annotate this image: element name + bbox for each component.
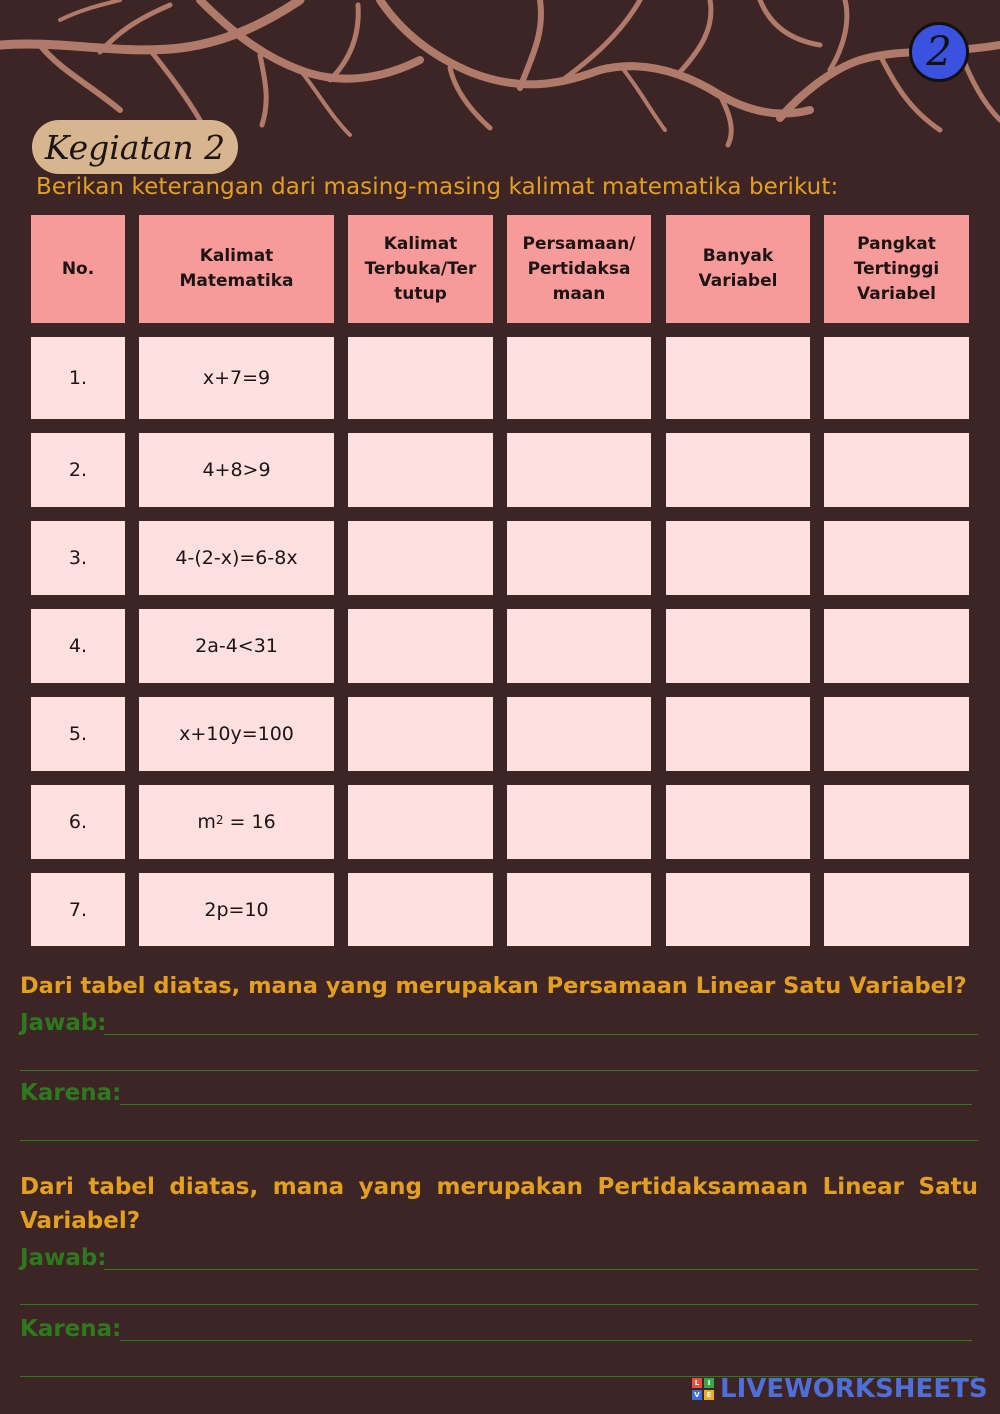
watermark-text: LIVEWORKSHEETS bbox=[720, 1374, 988, 1404]
answer-cell-terbuka[interactable] bbox=[348, 433, 493, 507]
answer-cell-terbuka[interactable] bbox=[348, 785, 493, 859]
row-number: 2. bbox=[31, 433, 125, 507]
logo-letter: I bbox=[704, 1378, 714, 1388]
row-expression: 2a-4<31 bbox=[139, 609, 334, 683]
row-number: 6. bbox=[31, 785, 125, 859]
question-2: Dari tabel diatas, mana yang merupakan Pertidaksamaan Linear Satu Variabel? bbox=[20, 1174, 978, 1234]
karena-label: Karena: bbox=[20, 1080, 122, 1106]
logo-letter: L bbox=[692, 1378, 702, 1388]
logo-letter: E bbox=[704, 1390, 714, 1400]
row-number: 7. bbox=[31, 873, 125, 946]
liveworksheets-logo-icon bbox=[692, 1378, 714, 1400]
row-expression: x+10y=100 bbox=[139, 697, 334, 771]
header-terbuka-tertutup: Kalimat Terbuka/Ter tutup bbox=[348, 215, 493, 323]
answer-cell-persamaan[interactable] bbox=[507, 873, 651, 946]
answer-cell-banyak-variabel[interactable] bbox=[666, 433, 810, 507]
answer-cell-pangkat[interactable] bbox=[824, 609, 969, 683]
answer-cell-pangkat[interactable] bbox=[824, 521, 969, 595]
instruction-text: Berikan keterangan dari masing-masing kalimat matematika berikut: bbox=[36, 174, 839, 200]
answer-cell-terbuka[interactable] bbox=[348, 337, 493, 419]
answer-line[interactable] bbox=[20, 1304, 978, 1305]
answer-cell-pangkat[interactable] bbox=[824, 873, 969, 946]
header-persamaan: Persamaan/ Pertidaksa maan bbox=[507, 215, 651, 323]
row-number: 1. bbox=[31, 337, 125, 419]
answer-cell-persamaan[interactable] bbox=[507, 433, 651, 507]
row-expression: 4-(2-x)=6-8x bbox=[139, 521, 334, 595]
activity-title: Kegiatan 2 bbox=[32, 120, 238, 174]
answer-cell-terbuka[interactable] bbox=[348, 697, 493, 771]
jawab-label: Jawab: bbox=[20, 1245, 107, 1271]
answer-cell-banyak-variabel[interactable] bbox=[666, 785, 810, 859]
row-expression bbox=[139, 785, 334, 859]
row-number: 4. bbox=[31, 609, 125, 683]
row-number: 3. bbox=[31, 521, 125, 595]
answer-cell-persamaan[interactable] bbox=[507, 609, 651, 683]
row-expression: 2p=10 bbox=[139, 873, 334, 946]
jawab-label: Jawab: bbox=[20, 1010, 107, 1036]
expression-base: m bbox=[197, 811, 216, 833]
answer-cell-banyak-variabel[interactable] bbox=[666, 697, 810, 771]
answer-cell-pangkat[interactable] bbox=[824, 433, 969, 507]
answer-cell-persamaan[interactable] bbox=[507, 337, 651, 419]
answer-cell-persamaan[interactable] bbox=[507, 697, 651, 771]
answer-line-karena[interactable] bbox=[120, 1340, 972, 1341]
answer-cell-pangkat[interactable] bbox=[824, 337, 969, 419]
row-expression: 4+8>9 bbox=[139, 433, 334, 507]
answer-cell-terbuka[interactable] bbox=[348, 521, 493, 595]
header-banyak-variabel: Banyak Variabel bbox=[666, 215, 810, 323]
answer-line[interactable] bbox=[20, 1070, 978, 1071]
row-number: 5. bbox=[31, 697, 125, 771]
answer-cell-terbuka[interactable] bbox=[348, 873, 493, 946]
answer-cell-banyak-variabel[interactable] bbox=[666, 609, 810, 683]
answer-line[interactable] bbox=[20, 1140, 978, 1141]
answer-cell-pangkat[interactable] bbox=[824, 697, 969, 771]
answer-cell-banyak-variabel[interactable] bbox=[666, 521, 810, 595]
liveworksheets-watermark bbox=[692, 1376, 988, 1402]
question-1: Dari tabel diatas, mana yang merupakan Persamaan Linear Satu Variabel? bbox=[20, 973, 967, 999]
karena-label: Karena: bbox=[20, 1316, 122, 1342]
answer-cell-banyak-variabel[interactable] bbox=[666, 337, 810, 419]
header-kalimat-matematika: Kalimat Matematika bbox=[139, 215, 334, 323]
answer-line-karena[interactable] bbox=[120, 1104, 972, 1105]
row-expression: x+7=9 bbox=[139, 337, 334, 419]
page-number-badge: 2 bbox=[909, 22, 969, 82]
answer-cell-pangkat[interactable] bbox=[824, 785, 969, 859]
answer-cell-banyak-variabel[interactable] bbox=[666, 873, 810, 946]
answer-cell-persamaan[interactable] bbox=[507, 785, 651, 859]
expression-exponent: 2 bbox=[215, 813, 224, 827]
answer-line-jawab[interactable] bbox=[104, 1269, 978, 1270]
header-pangkat-tertinggi: Pangkat Tertinggi Variabel bbox=[824, 215, 969, 323]
answer-cell-terbuka[interactable] bbox=[348, 609, 493, 683]
logo-letter: V bbox=[692, 1390, 702, 1400]
answer-cell-persamaan[interactable] bbox=[507, 521, 651, 595]
answer-line-jawab[interactable] bbox=[104, 1034, 978, 1035]
header-no: No. bbox=[31, 215, 125, 323]
expression-rest: = 16 bbox=[223, 811, 276, 833]
